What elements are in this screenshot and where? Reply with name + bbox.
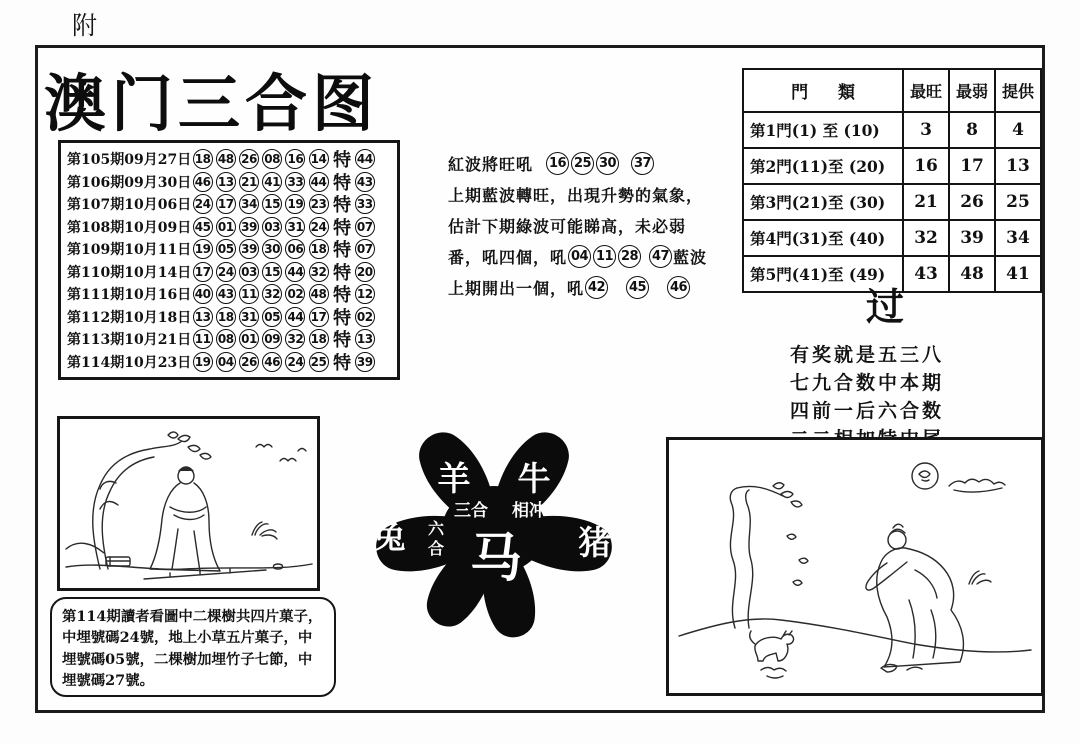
dog-tail: [750, 631, 755, 644]
gate-category: 第1門(1) 至 (10): [743, 112, 903, 148]
number-circle: 08: [262, 149, 282, 169]
number-circle: 32: [262, 284, 282, 304]
right-illustration-box: [666, 437, 1044, 696]
number-circle: 34: [239, 194, 259, 214]
result-row: [67, 283, 393, 305]
verse-block: [790, 276, 980, 453]
number-circle: 31: [285, 217, 305, 237]
special-label: 特: [333, 217, 352, 239]
number-circle: 42: [585, 276, 608, 299]
number-circle: 24: [285, 352, 305, 372]
draw-label: 第106期09月30日: [67, 174, 192, 191]
number-circle: 48: [309, 284, 329, 304]
number-circle: 18: [309, 239, 329, 259]
number-circle: 08: [216, 329, 236, 349]
gate-table-body: [743, 112, 1041, 292]
number-circle: 44: [285, 307, 305, 327]
number-circle: 04: [568, 245, 591, 268]
number-circle: 41: [262, 172, 282, 192]
number-circle: 02: [285, 284, 305, 304]
special-number-circle: 13: [355, 329, 375, 349]
number-circle: 32: [285, 329, 305, 349]
number-circle: 46: [667, 276, 690, 299]
number-circle: 24: [309, 217, 329, 237]
hill-line: [66, 543, 104, 553]
gate-hot-value: 32: [903, 220, 949, 256]
special-label: 特: [333, 262, 352, 284]
liuhe-label-top: 六: [427, 519, 445, 538]
spacing-gap: [533, 163, 545, 164]
commentary-text: 番，吼四個，吼: [448, 248, 568, 267]
ground-plants: [761, 668, 786, 679]
gate-hot-value: 21: [903, 184, 949, 220]
number-circle: 45: [626, 276, 649, 299]
gate-header-hot: 最旺: [903, 69, 949, 112]
spacing-gap: [609, 287, 625, 288]
reader-note: 第114期讀者看圖中二棵樹共四片菓子，中埋號碼24號，地上小草五片菓子，中埋號碼05號，二棵樹加埋竹子七節，中埋號碼27號。: [50, 597, 336, 697]
zodiac-flower: [341, 404, 647, 650]
number-circle: 18: [309, 329, 329, 349]
number-circle: 03: [239, 262, 259, 282]
gate-offer-value: 4: [995, 112, 1041, 148]
number-circle: 32: [309, 262, 329, 282]
number-circle: 19: [285, 194, 305, 214]
man-under-windblown-tree-illustration: [60, 419, 317, 588]
special-number-circle: 07: [355, 217, 375, 237]
number-circle: 33: [285, 172, 305, 192]
number-circle: 30: [262, 239, 282, 259]
moon: [912, 463, 938, 489]
number-circle: 26: [239, 149, 259, 169]
special-number-circle: 20: [355, 262, 375, 282]
verse-line: 有奖就是五三八: [790, 344, 945, 366]
gate-header-weak: 最弱: [949, 69, 995, 112]
person-hair: [179, 467, 193, 471]
gate-weak-value: 17: [949, 148, 995, 184]
sanhe-label: 三合: [454, 501, 488, 521]
commentary-line: [448, 241, 748, 272]
number-circle: 24: [216, 262, 236, 282]
spacing-gap: [620, 163, 630, 164]
number-circle: 24: [193, 194, 213, 214]
person-folded-arms: [170, 507, 206, 520]
number-circle: 09: [262, 329, 282, 349]
commentary-text: 估計下期綠波可能睇高，未必弱: [448, 217, 687, 236]
gate-offer-value: 13: [995, 148, 1041, 184]
draw-label: 第109期10月11日: [67, 242, 192, 259]
result-row: [67, 216, 393, 238]
dog-body: [755, 634, 794, 661]
corner-label: 附: [72, 11, 98, 40]
number-circle: 17: [193, 262, 213, 282]
commentary-text: 上期開出一個，吼: [448, 279, 585, 298]
number-circle: 11: [239, 284, 259, 304]
number-circle: 43: [216, 284, 236, 304]
number-circle: 23: [309, 194, 329, 214]
number-circle: 46: [193, 172, 213, 192]
number-circle: 25: [309, 352, 329, 372]
draw-label: 第110期10月14日: [67, 264, 192, 281]
falling-leaves: [787, 534, 808, 585]
result-row: [67, 306, 393, 328]
verse-line: 七九合数中本期: [790, 372, 945, 394]
branch-leaves: [773, 483, 802, 507]
special-label: 特: [333, 352, 352, 374]
tree-trunk-inner: [102, 457, 154, 569]
number-circle: 21: [239, 172, 259, 192]
robed-figure-with-dog-illustration: [669, 440, 1041, 693]
gate-table: [742, 68, 1042, 293]
number-circle: 26: [239, 352, 259, 372]
gate-offer-value: 41: [995, 256, 1041, 292]
gate-header-row: [743, 69, 1041, 112]
commentary-line: [448, 179, 748, 210]
result-row: [67, 328, 393, 350]
person-arm-sleeve: [866, 562, 907, 590]
number-circle: 44: [309, 172, 329, 192]
cloud: [949, 479, 1005, 492]
number-circle: 19: [193, 352, 213, 372]
draw-label: 第114期10月23日: [67, 354, 192, 371]
results-table: [58, 140, 400, 380]
number-circle: 25: [571, 152, 594, 175]
result-row: [67, 351, 393, 373]
result-row: [67, 171, 393, 193]
number-circle: 45: [193, 217, 213, 237]
gate-category: 第3門(21)至 (30): [743, 184, 903, 220]
number-circle: 44: [285, 262, 305, 282]
number-circle: 18: [216, 307, 236, 327]
gate-offer-value: 34: [995, 220, 1041, 256]
number-circle: 13: [193, 307, 213, 327]
number-circle: 37: [631, 152, 654, 175]
ground-line: [679, 619, 1031, 652]
gate-weak-value: 39: [949, 220, 995, 256]
number-circle: 46: [262, 352, 282, 372]
zodiac-pig-label: 猪: [578, 523, 612, 562]
number-circle: 01: [239, 329, 259, 349]
number-circle: 16: [546, 152, 569, 175]
tree-knots: [100, 481, 118, 509]
number-circle: 40: [193, 284, 213, 304]
moon-face: [919, 471, 930, 481]
number-circle: 17: [309, 307, 329, 327]
grass-tuft-right: [969, 571, 991, 584]
tree-trunk-left: [730, 488, 737, 628]
draw-label: 第107期10月06日: [67, 197, 192, 214]
number-circle: 13: [216, 172, 236, 192]
gate-header-offer: 提供: [995, 69, 1041, 112]
gate-table-wrap: [742, 68, 1042, 293]
number-circle: 30: [596, 152, 619, 175]
book-lines: [106, 557, 130, 566]
special-label: 特: [333, 307, 352, 329]
number-circle: 03: [262, 217, 282, 237]
special-label: 特: [333, 285, 352, 307]
tree-trunk: [93, 441, 182, 569]
number-circle: 28: [618, 245, 641, 268]
gate-row: [743, 220, 1041, 256]
number-circle: 39: [239, 217, 259, 237]
gate-row: [743, 184, 1041, 220]
commentary-line: [448, 210, 748, 241]
special-number-circle: 39: [355, 352, 375, 372]
person-robe: [150, 483, 220, 571]
number-circle: 01: [216, 217, 236, 237]
grass-tuft: [252, 522, 277, 539]
gate-hot-value: 43: [903, 256, 949, 292]
special-label: 特: [333, 195, 352, 217]
draw-label: 第108期10月09日: [67, 219, 192, 236]
number-circle: 17: [216, 194, 236, 214]
gate-category: 第5門(41)至 (49): [743, 256, 903, 292]
gate-hot-value: 16: [903, 148, 949, 184]
spacing-gap: [650, 287, 666, 288]
number-circle: 14: [309, 149, 329, 169]
zodiac-rabbit-label: 兔: [372, 517, 406, 556]
gate-weak-value: 48: [949, 256, 995, 292]
zodiac-ox-label: 牛: [517, 459, 551, 498]
number-circle: 18: [193, 149, 213, 169]
number-circle: 05: [216, 239, 236, 259]
commentary-text: 紅波將旺吼: [448, 155, 534, 174]
verse-line: 四前一后六合数: [790, 400, 945, 422]
special-label: 特: [333, 330, 352, 352]
number-circle: 16: [285, 149, 305, 169]
verse-heading: 过: [865, 284, 904, 329]
special-label: 特: [333, 240, 352, 262]
tree-leaves: [168, 432, 211, 459]
commentary-line: [448, 148, 748, 179]
flying-birds: [256, 445, 306, 462]
gate-row: [743, 112, 1041, 148]
result-row: [67, 261, 393, 283]
page-border: [35, 45, 1045, 713]
number-circle: 47: [649, 245, 672, 268]
draw-label: 第112期10月18日: [67, 309, 192, 326]
number-circle: 04: [216, 352, 236, 372]
gate-hot-value: 3: [903, 112, 949, 148]
special-number-circle: 44: [355, 149, 375, 169]
special-label: 特: [333, 172, 352, 194]
number-circle: 11: [193, 329, 213, 349]
number-circle: 19: [193, 239, 213, 259]
result-row: [67, 238, 393, 260]
zodiac-horse-center-label: 马: [469, 528, 523, 589]
number-circle: 39: [239, 239, 259, 259]
number-circle: 15: [262, 262, 282, 282]
tree-trunk-right: [746, 490, 753, 628]
page-title: 澳门三合图: [44, 67, 380, 140]
commentary-block: [448, 148, 748, 303]
number-circle: 11: [593, 245, 616, 268]
gate-header-category: 門 類: [743, 69, 903, 112]
draw-label: 第113期10月21日: [67, 332, 192, 349]
gate-row: [743, 148, 1041, 184]
commentary-text: 藍波: [673, 248, 708, 267]
xiangchong-label: 相冲: [512, 501, 546, 521]
gate-offer-value: 25: [995, 184, 1041, 220]
number-circle: 06: [285, 239, 305, 259]
commentary-line: [448, 272, 748, 303]
special-number-circle: 07: [355, 239, 375, 259]
gate-category: 第4門(31)至 (40): [743, 220, 903, 256]
spacing-gap: [642, 256, 648, 257]
draw-label: 第111期10月16日: [67, 287, 192, 304]
special-number-circle: 12: [355, 284, 375, 304]
left-illustration-box: [57, 416, 320, 591]
result-row: [67, 148, 393, 170]
result-row: [67, 193, 393, 215]
number-circle: 05: [262, 307, 282, 327]
draw-label: 第105期09月27日: [67, 152, 192, 168]
zodiac-goat-label: 羊: [437, 459, 471, 498]
special-number-circle: 33: [355, 194, 375, 214]
commentary-text: 上期藍波轉旺，出現升勢的氣象，: [448, 186, 704, 205]
special-number-circle: 02: [355, 307, 375, 327]
number-circle: 15: [262, 194, 282, 214]
zodiac-flower-svg: [341, 404, 647, 650]
liuhe-label-bottom: 合: [427, 539, 445, 558]
gate-weak-value: 8: [949, 112, 995, 148]
gate-weak-value: 26: [949, 184, 995, 220]
gate-category: 第2門(11)至 (20): [743, 148, 903, 184]
robe-folds: [172, 529, 200, 571]
special-number-circle: 43: [355, 172, 375, 192]
results-rows: [67, 148, 393, 373]
commentary-lines: [448, 148, 748, 303]
number-circle: 31: [239, 307, 259, 327]
number-circle: 48: [216, 149, 236, 169]
special-label: 特: [333, 150, 352, 171]
